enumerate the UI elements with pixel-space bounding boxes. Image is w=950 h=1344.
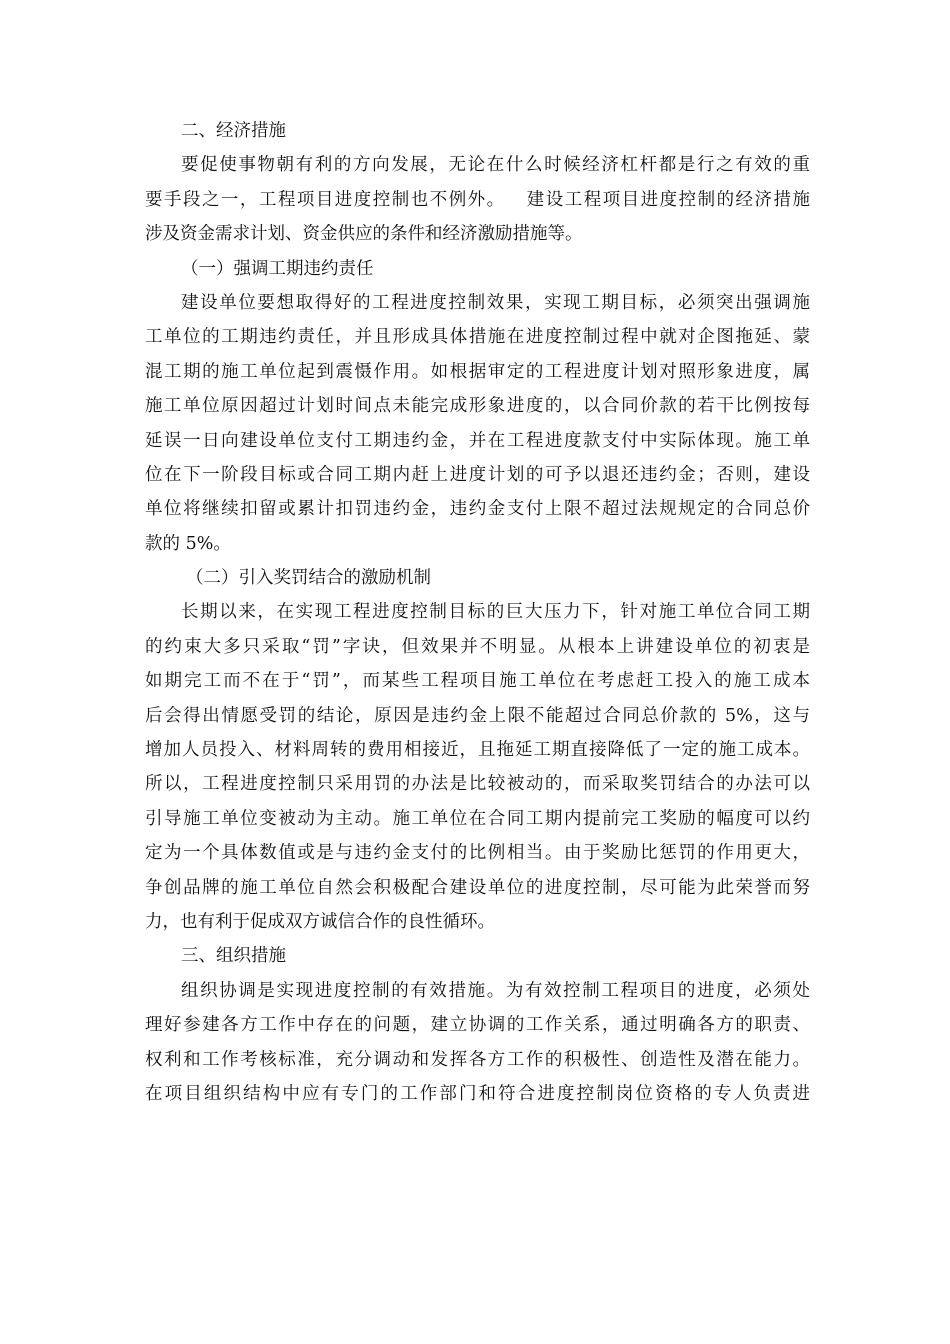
paragraph-line: 要促使事物朝有利的方向发展，无论在什么时候经济杠杆都是行之有效的重 — [181, 155, 810, 176]
paragraph-line: 位在下一阶段目标或合同工期内赶上进度计划的可予以退还违约金；否则，建设 — [145, 464, 810, 485]
paragraph-line: 组织协调是实现进度控制的有效措施。为有效控制工程项目的进度，必须处 — [181, 980, 810, 1001]
paragraph-line: 后会得出情愿受罚的结论，原因是违约金上限不能超过合同总价款的 5%，这与 — [145, 705, 810, 726]
paragraph-line: 如期完工而不在于“罚”，而某些工程项目施工单位在考虑赶工投入的施工成本 — [145, 671, 810, 692]
paragraph-line: 增加人员投入、材料周转的费用相接近，且拖延工期直接降低了一定的施工成本。 — [145, 740, 810, 761]
paragraph-line: 在项目组织结构中应有专门的工作部门和符合进度控制岗位资格的专人负责进 — [145, 1083, 810, 1104]
paragraph-line: 延误一日向建设单位支付工期违约金，并在工程进度款支付中实际体现。施工单 — [145, 430, 810, 451]
paragraph-line: 要手段之一，工程项目进度控制也不例外。 建设工程项目进度控制的经济措施 — [145, 189, 810, 210]
document-body — [145, 114, 810, 1111]
paragraph-line: 款的 5%。 — [145, 533, 231, 554]
paragraph-line: 理好参建各方工作中存在的问题，建立协调的工作关系，通过明确各方的职责、 — [145, 1015, 810, 1036]
paragraph-line: 建设单位要想取得好的工程进度控制效果，实现工期目标，必须突出强调施 — [181, 292, 810, 313]
section-heading-economic: 二、经济措施 — [181, 121, 286, 141]
subsection-heading-1: （一）强调工期违约责任 — [181, 258, 374, 279]
paragraph-line: 施工单位原因超过计划时间点未能完成形象进度的，以合同价款的若干比例按每 — [145, 396, 810, 417]
paragraph-line: 引导施工单位变被动为主动。施工单位在合同工期内提前完工奖励的幅度可以约 — [145, 808, 810, 829]
paragraph-line: 所以，工程进度控制只采用罚的办法是比较被动的，而采取奖罚结合的办法可以 — [145, 774, 810, 795]
paragraph-line: 争创品牌的施工单位自然会积极配合建设单位的进度控制，尽可能为此荣誉而努 — [145, 877, 810, 898]
paragraph-line: 力，也有利于促成双方诚信合作的良性循环。 — [145, 911, 495, 932]
section-heading-organization: 三、组织措施 — [181, 946, 286, 967]
paragraph-line: 长期以来，在实现工程进度控制目标的巨大压力下，针对施工单位合同工期 — [181, 602, 810, 623]
paragraph-line: 权利和工作考核标准，充分调动和发挥各方工作的积极性、创造性及潜在能力。 — [145, 1049, 810, 1070]
paragraph-line: 定为一个具体数值或是与违约金支付的比例相当。由于奖励比惩罚的作用更大， — [145, 843, 810, 864]
paragraph-line: 的约束大多只采取“罚”字诀，但效果并不明显。从根本上讲建设单位的初衷是 — [145, 636, 810, 657]
subsection-heading-2: （二）引入奖罚结合的激励机制 — [186, 568, 431, 589]
paragraph-line: 涉及资金需求计划、资金供应的条件和经济激励措施等。 — [145, 224, 583, 245]
paragraph-line: 单位将继续扣留或累计扣罚违约金，违约金支付上限不超过法规规定的合同总价 — [145, 499, 810, 520]
paragraph-line: 工单位的工期违约责任，并且形成具体措施在进度控制过程中就对企图拖延、蒙 — [145, 327, 810, 348]
paragraph-line: 混工期的施工单位起到震慑作用。如根据审定的工程进度计划对照形象进度，属 — [145, 361, 810, 382]
